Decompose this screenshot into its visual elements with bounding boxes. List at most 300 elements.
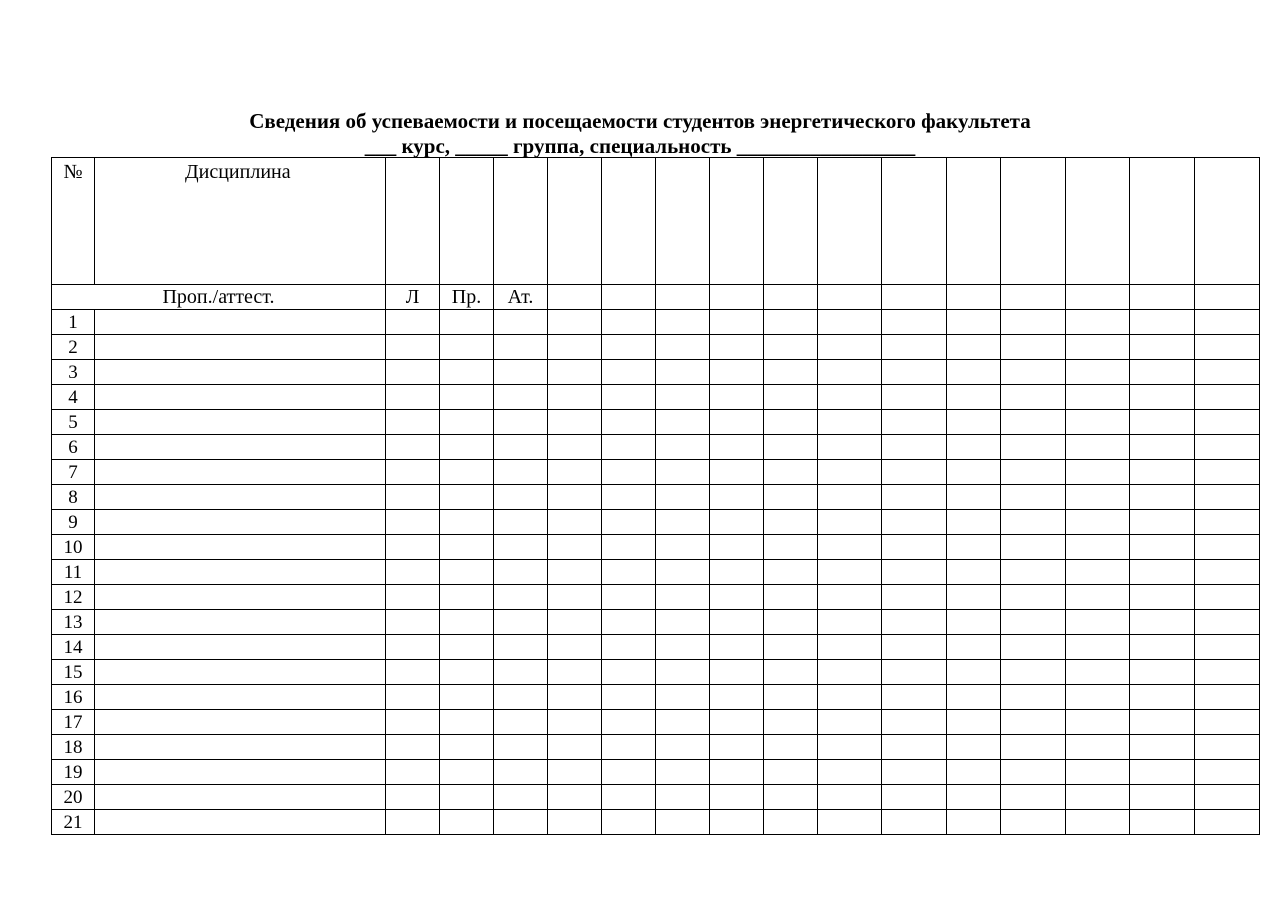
grade-cell[interactable] — [602, 310, 656, 335]
grade-cell[interactable] — [947, 385, 1001, 410]
student-name-cell[interactable] — [95, 410, 386, 435]
subheader-slot[interactable] — [882, 285, 947, 310]
student-name-cell[interactable] — [95, 335, 386, 360]
grade-cell[interactable] — [440, 810, 494, 835]
grade-cell[interactable] — [602, 510, 656, 535]
grade-cell[interactable] — [882, 610, 947, 635]
grade-cell[interactable] — [764, 635, 818, 660]
grade-cell[interactable] — [764, 810, 818, 835]
grade-cell[interactable] — [764, 460, 818, 485]
grade-cell[interactable] — [882, 360, 947, 385]
grade-cell[interactable] — [1195, 635, 1260, 660]
student-name-cell[interactable] — [95, 385, 386, 410]
grade-cell[interactable] — [656, 410, 710, 435]
grade-cell[interactable] — [602, 360, 656, 385]
grade-cell[interactable] — [947, 685, 1001, 710]
student-name-cell[interactable] — [95, 510, 386, 535]
grade-cell[interactable] — [386, 535, 440, 560]
grade-cell[interactable] — [548, 660, 602, 685]
grade-cell[interactable] — [1130, 735, 1195, 760]
grade-cell[interactable] — [947, 560, 1001, 585]
grade-cell[interactable] — [947, 760, 1001, 785]
subheader-slot[interactable] — [1130, 285, 1195, 310]
grade-cell[interactable] — [548, 760, 602, 785]
grade-cell[interactable] — [947, 735, 1001, 760]
grade-cell[interactable] — [548, 685, 602, 710]
grade-cell[interactable] — [947, 785, 1001, 810]
grade-cell[interactable] — [947, 360, 1001, 385]
grade-cell[interactable] — [710, 585, 764, 610]
grade-cell[interactable] — [1001, 685, 1066, 710]
grade-cell[interactable] — [656, 560, 710, 585]
grade-cell[interactable] — [947, 660, 1001, 685]
grade-cell[interactable] — [602, 460, 656, 485]
grade-cell[interactable] — [818, 560, 882, 585]
grade-cell[interactable] — [882, 385, 947, 410]
grade-cell[interactable] — [1195, 610, 1260, 635]
grade-cell[interactable] — [710, 810, 764, 835]
subheader-slot[interactable] — [602, 285, 656, 310]
grade-cell[interactable] — [656, 685, 710, 710]
grade-cell[interactable] — [764, 685, 818, 710]
grade-cell[interactable] — [1130, 360, 1195, 385]
grade-cell[interactable] — [440, 710, 494, 735]
grade-cell[interactable] — [386, 785, 440, 810]
grade-cell[interactable] — [386, 560, 440, 585]
grade-cell[interactable] — [764, 510, 818, 535]
grade-cell[interactable] — [1130, 610, 1195, 635]
grade-cell[interactable] — [548, 510, 602, 535]
grade-cell[interactable] — [494, 560, 548, 585]
grade-cell[interactable] — [1195, 660, 1260, 685]
grade-cell[interactable] — [656, 735, 710, 760]
grade-cell[interactable] — [440, 560, 494, 585]
student-name-cell[interactable] — [95, 560, 386, 585]
grade-cell[interactable] — [1066, 485, 1130, 510]
grade-cell[interactable] — [1195, 435, 1260, 460]
grade-cell[interactable] — [602, 610, 656, 635]
grade-cell[interactable] — [882, 560, 947, 585]
grade-cell[interactable] — [1195, 685, 1260, 710]
grade-cell[interactable] — [494, 460, 548, 485]
grade-cell[interactable] — [1130, 485, 1195, 510]
grade-cell[interactable] — [818, 385, 882, 410]
grade-cell[interactable] — [386, 760, 440, 785]
subheader-slot[interactable] — [1001, 285, 1066, 310]
grade-cell[interactable] — [440, 410, 494, 435]
grade-cell[interactable] — [882, 535, 947, 560]
grade-cell[interactable] — [1001, 560, 1066, 585]
grade-cell[interactable] — [882, 435, 947, 460]
grade-cell[interactable] — [710, 735, 764, 760]
grade-cell[interactable] — [656, 460, 710, 485]
grade-cell[interactable] — [764, 710, 818, 735]
grade-cell[interactable] — [386, 385, 440, 410]
grade-cell[interactable] — [548, 635, 602, 660]
grade-cell[interactable] — [882, 410, 947, 435]
grade-cell[interactable] — [494, 335, 548, 360]
grade-cell[interactable] — [818, 485, 882, 510]
grade-cell[interactable] — [947, 710, 1001, 735]
grade-cell[interactable] — [882, 660, 947, 685]
grade-cell[interactable] — [656, 810, 710, 835]
discipline-slot[interactable] — [1066, 158, 1130, 285]
grade-cell[interactable] — [1066, 560, 1130, 585]
grade-cell[interactable] — [1130, 660, 1195, 685]
grade-cell[interactable] — [602, 735, 656, 760]
grade-cell[interactable] — [1130, 460, 1195, 485]
grade-cell[interactable] — [1066, 460, 1130, 485]
grade-cell[interactable] — [1001, 585, 1066, 610]
grade-cell[interactable] — [1066, 385, 1130, 410]
grade-cell[interactable] — [1001, 335, 1066, 360]
grade-cell[interactable] — [947, 610, 1001, 635]
grade-cell[interactable] — [1001, 510, 1066, 535]
grade-cell[interactable] — [1001, 710, 1066, 735]
grade-cell[interactable] — [440, 310, 494, 335]
grade-cell[interactable] — [764, 785, 818, 810]
grade-cell[interactable] — [818, 735, 882, 760]
grade-cell[interactable] — [882, 810, 947, 835]
grade-cell[interactable] — [1001, 810, 1066, 835]
grade-cell[interactable] — [764, 310, 818, 335]
grade-cell[interactable] — [1195, 360, 1260, 385]
grade-cell[interactable] — [1195, 335, 1260, 360]
grade-cell[interactable] — [1001, 485, 1066, 510]
grade-cell[interactable] — [947, 410, 1001, 435]
grade-cell[interactable] — [1195, 535, 1260, 560]
grade-cell[interactable] — [764, 385, 818, 410]
discipline-slot[interactable] — [947, 158, 1001, 285]
grade-cell[interactable] — [764, 610, 818, 635]
grade-cell[interactable] — [764, 585, 818, 610]
grade-cell[interactable] — [1195, 385, 1260, 410]
grade-cell[interactable] — [947, 485, 1001, 510]
grade-cell[interactable] — [947, 585, 1001, 610]
grade-cell[interactable] — [494, 585, 548, 610]
grade-cell[interactable] — [710, 435, 764, 460]
grade-cell[interactable] — [764, 485, 818, 510]
grade-cell[interactable] — [710, 610, 764, 635]
grade-cell[interactable] — [1066, 360, 1130, 385]
grade-cell[interactable] — [1195, 460, 1260, 485]
grade-cell[interactable] — [656, 335, 710, 360]
grade-cell[interactable] — [386, 485, 440, 510]
student-name-cell[interactable] — [95, 735, 386, 760]
grade-cell[interactable] — [764, 660, 818, 685]
grade-cell[interactable] — [440, 785, 494, 810]
grade-cell[interactable] — [1130, 335, 1195, 360]
grade-cell[interactable] — [1195, 785, 1260, 810]
discipline-slot[interactable] — [1195, 158, 1260, 285]
grade-cell[interactable] — [947, 460, 1001, 485]
student-name-cell[interactable] — [95, 660, 386, 685]
grade-cell[interactable] — [947, 310, 1001, 335]
student-name-cell[interactable] — [95, 785, 386, 810]
grade-cell[interactable] — [386, 435, 440, 460]
discipline-slot[interactable] — [494, 158, 548, 285]
subheader-slot[interactable] — [1195, 285, 1260, 310]
grade-cell[interactable] — [494, 810, 548, 835]
grade-cell[interactable] — [440, 385, 494, 410]
grade-cell[interactable] — [1066, 410, 1130, 435]
grade-cell[interactable] — [1066, 785, 1130, 810]
grade-cell[interactable] — [1130, 685, 1195, 710]
grade-cell[interactable] — [947, 510, 1001, 535]
grade-cell[interactable] — [386, 710, 440, 735]
grade-cell[interactable] — [710, 710, 764, 735]
grade-cell[interactable] — [602, 410, 656, 435]
grade-cell[interactable] — [818, 810, 882, 835]
grade-cell[interactable] — [764, 535, 818, 560]
grade-cell[interactable] — [764, 735, 818, 760]
grade-cell[interactable] — [1130, 385, 1195, 410]
grade-cell[interactable] — [494, 760, 548, 785]
grade-cell[interactable] — [656, 710, 710, 735]
grade-cell[interactable] — [1001, 385, 1066, 410]
grade-cell[interactable] — [1001, 535, 1066, 560]
grade-cell[interactable] — [386, 610, 440, 635]
grade-cell[interactable] — [882, 585, 947, 610]
subheader-slot[interactable] — [818, 285, 882, 310]
grade-cell[interactable] — [1001, 785, 1066, 810]
grade-cell[interactable] — [764, 410, 818, 435]
grade-cell[interactable] — [1066, 310, 1130, 335]
grade-cell[interactable] — [602, 785, 656, 810]
grade-cell[interactable] — [1001, 660, 1066, 685]
grade-cell[interactable] — [548, 710, 602, 735]
grade-cell[interactable] — [1001, 410, 1066, 435]
grade-cell[interactable] — [710, 785, 764, 810]
grade-cell[interactable] — [947, 535, 1001, 560]
grade-cell[interactable] — [818, 760, 882, 785]
discipline-slot[interactable] — [1001, 158, 1066, 285]
grade-cell[interactable] — [602, 635, 656, 660]
grade-cell[interactable] — [1066, 535, 1130, 560]
grade-cell[interactable] — [602, 685, 656, 710]
subheader-slot[interactable] — [548, 285, 602, 310]
grade-cell[interactable] — [947, 635, 1001, 660]
grade-cell[interactable] — [1130, 410, 1195, 435]
grade-cell[interactable] — [440, 435, 494, 460]
grade-cell[interactable] — [1066, 335, 1130, 360]
grade-cell[interactable] — [1066, 435, 1130, 460]
student-name-cell[interactable] — [95, 460, 386, 485]
grade-cell[interactable] — [494, 410, 548, 435]
student-name-cell[interactable] — [95, 585, 386, 610]
grade-cell[interactable] — [710, 410, 764, 435]
grade-cell[interactable] — [494, 735, 548, 760]
grade-cell[interactable] — [1001, 610, 1066, 635]
grade-cell[interactable] — [602, 435, 656, 460]
grade-cell[interactable] — [494, 685, 548, 710]
grade-cell[interactable] — [440, 485, 494, 510]
grade-cell[interactable] — [947, 810, 1001, 835]
grade-cell[interactable] — [1195, 485, 1260, 510]
grade-cell[interactable] — [1195, 760, 1260, 785]
grade-cell[interactable] — [494, 485, 548, 510]
grade-cell[interactable] — [818, 585, 882, 610]
grade-cell[interactable] — [1130, 760, 1195, 785]
student-name-cell[interactable] — [95, 485, 386, 510]
grade-cell[interactable] — [818, 710, 882, 735]
grade-cell[interactable] — [386, 360, 440, 385]
discipline-slot[interactable] — [710, 158, 764, 285]
grade-cell[interactable] — [1130, 635, 1195, 660]
grade-cell[interactable] — [764, 360, 818, 385]
grade-cell[interactable] — [1066, 735, 1130, 760]
grade-cell[interactable] — [1066, 635, 1130, 660]
grade-cell[interactable] — [710, 460, 764, 485]
grade-cell[interactable] — [882, 310, 947, 335]
discipline-slot[interactable] — [602, 158, 656, 285]
grade-cell[interactable] — [656, 385, 710, 410]
grade-cell[interactable] — [602, 335, 656, 360]
grade-cell[interactable] — [1195, 410, 1260, 435]
grade-cell[interactable] — [548, 460, 602, 485]
grade-cell[interactable] — [494, 360, 548, 385]
grade-cell[interactable] — [882, 510, 947, 535]
grade-cell[interactable] — [494, 710, 548, 735]
grade-cell[interactable] — [548, 410, 602, 435]
grade-cell[interactable] — [494, 635, 548, 660]
grade-cell[interactable] — [1195, 810, 1260, 835]
grade-cell[interactable] — [656, 610, 710, 635]
student-name-cell[interactable] — [95, 535, 386, 560]
grade-cell[interactable] — [710, 335, 764, 360]
grade-cell[interactable] — [656, 360, 710, 385]
grade-cell[interactable] — [710, 310, 764, 335]
grade-cell[interactable] — [1130, 435, 1195, 460]
grade-cell[interactable] — [440, 460, 494, 485]
grade-cell[interactable] — [882, 735, 947, 760]
student-name-cell[interactable] — [95, 760, 386, 785]
grade-cell[interactable] — [1001, 735, 1066, 760]
grade-cell[interactable] — [1066, 585, 1130, 610]
grade-cell[interactable] — [548, 485, 602, 510]
discipline-slot[interactable] — [882, 158, 947, 285]
grade-cell[interactable] — [548, 610, 602, 635]
grade-cell[interactable] — [548, 810, 602, 835]
student-name-cell[interactable] — [95, 360, 386, 385]
grade-cell[interactable] — [882, 760, 947, 785]
grade-cell[interactable] — [494, 660, 548, 685]
grade-cell[interactable] — [440, 535, 494, 560]
grade-cell[interactable] — [947, 435, 1001, 460]
subheader-slot[interactable] — [710, 285, 764, 310]
grade-cell[interactable] — [602, 485, 656, 510]
grade-cell[interactable] — [656, 785, 710, 810]
discipline-slot[interactable] — [818, 158, 882, 285]
grade-cell[interactable] — [440, 585, 494, 610]
student-name-cell[interactable] — [95, 635, 386, 660]
grade-cell[interactable] — [494, 610, 548, 635]
grade-cell[interactable] — [882, 485, 947, 510]
discipline-slot[interactable] — [548, 158, 602, 285]
student-name-cell[interactable] — [95, 710, 386, 735]
grade-cell[interactable] — [1066, 810, 1130, 835]
grade-cell[interactable] — [494, 510, 548, 535]
grade-cell[interactable] — [710, 385, 764, 410]
grade-cell[interactable] — [882, 460, 947, 485]
grade-cell[interactable] — [548, 360, 602, 385]
grade-cell[interactable] — [656, 760, 710, 785]
grade-cell[interactable] — [710, 635, 764, 660]
subheader-slot[interactable] — [1066, 285, 1130, 310]
grade-cell[interactable] — [494, 385, 548, 410]
grade-cell[interactable] — [656, 585, 710, 610]
grade-cell[interactable] — [818, 435, 882, 460]
grade-cell[interactable] — [602, 710, 656, 735]
grade-cell[interactable] — [764, 760, 818, 785]
student-name-cell[interactable] — [95, 435, 386, 460]
grade-cell[interactable] — [764, 435, 818, 460]
grade-cell[interactable] — [494, 785, 548, 810]
grade-cell[interactable] — [602, 810, 656, 835]
grade-cell[interactable] — [386, 735, 440, 760]
grade-cell[interactable] — [1130, 785, 1195, 810]
grade-cell[interactable] — [602, 560, 656, 585]
grade-cell[interactable] — [1130, 560, 1195, 585]
grade-cell[interactable] — [710, 660, 764, 685]
grade-cell[interactable] — [882, 785, 947, 810]
grade-cell[interactable] — [440, 510, 494, 535]
grade-cell[interactable] — [1195, 585, 1260, 610]
discipline-slot[interactable] — [440, 158, 494, 285]
subheader-slot[interactable] — [764, 285, 818, 310]
discipline-slot[interactable] — [386, 158, 440, 285]
grade-cell[interactable] — [1001, 310, 1066, 335]
grade-cell[interactable] — [818, 535, 882, 560]
grade-cell[interactable] — [710, 685, 764, 710]
grade-cell[interactable] — [1130, 585, 1195, 610]
discipline-slot[interactable] — [1130, 158, 1195, 285]
grade-cell[interactable] — [1195, 560, 1260, 585]
grade-cell[interactable] — [1001, 635, 1066, 660]
grade-cell[interactable] — [1130, 510, 1195, 535]
grade-cell[interactable] — [494, 435, 548, 460]
grade-cell[interactable] — [1066, 610, 1130, 635]
discipline-slot[interactable] — [656, 158, 710, 285]
grade-cell[interactable] — [386, 685, 440, 710]
grade-cell[interactable] — [440, 610, 494, 635]
grade-cell[interactable] — [386, 410, 440, 435]
subheader-slot[interactable] — [947, 285, 1001, 310]
grade-cell[interactable] — [602, 535, 656, 560]
student-name-cell[interactable] — [95, 685, 386, 710]
grade-cell[interactable] — [386, 460, 440, 485]
grade-cell[interactable] — [1066, 710, 1130, 735]
grade-cell[interactable] — [386, 810, 440, 835]
grade-cell[interactable] — [602, 585, 656, 610]
grade-cell[interactable] — [882, 685, 947, 710]
grade-cell[interactable] — [818, 335, 882, 360]
grade-cell[interactable] — [1066, 510, 1130, 535]
grade-cell[interactable] — [548, 785, 602, 810]
grade-cell[interactable] — [1001, 460, 1066, 485]
grade-cell[interactable] — [386, 335, 440, 360]
grade-cell[interactable] — [602, 760, 656, 785]
grade-cell[interactable] — [386, 510, 440, 535]
grade-cell[interactable] — [1066, 660, 1130, 685]
grade-cell[interactable] — [548, 560, 602, 585]
student-name-cell[interactable] — [95, 310, 386, 335]
grade-cell[interactable] — [818, 310, 882, 335]
grade-cell[interactable] — [818, 610, 882, 635]
grade-cell[interactable] — [386, 635, 440, 660]
grade-cell[interactable] — [710, 510, 764, 535]
grade-cell[interactable] — [1195, 710, 1260, 735]
